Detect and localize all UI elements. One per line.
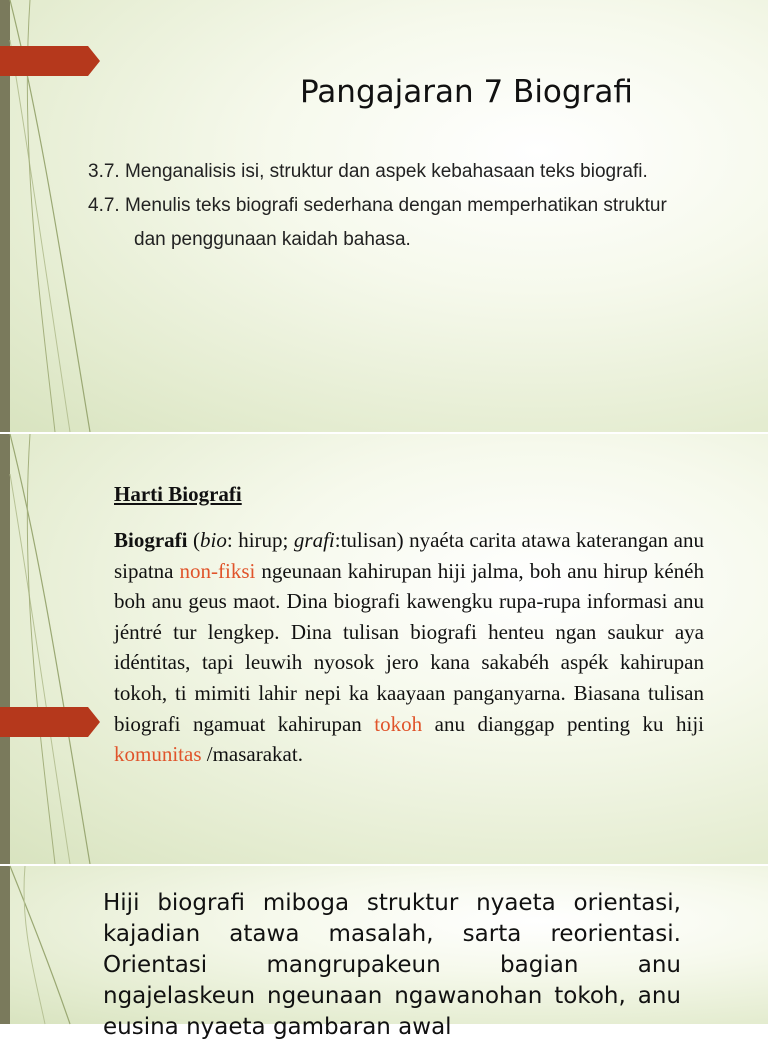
- objective-text: Menganalisis isi, struktur dan aspek kebahasaan teks biografi.: [124, 161, 648, 182]
- objective-item: [88, 155, 688, 189]
- objective-item: [88, 189, 688, 257]
- link-non-fiksi[interactable]: non-fiksi: [179, 558, 256, 583]
- link-tokoh[interactable]: tokoh: [374, 711, 423, 736]
- paragraph-text: /masarakat.: [201, 742, 303, 767]
- objective-number: 3.7.: [88, 161, 120, 182]
- term-grafi: grafi: [293, 528, 335, 552]
- term-biografi: Biografi: [114, 528, 188, 552]
- link-komunitas[interactable]: komunitas: [114, 742, 202, 767]
- slide-2: [0, 434, 768, 864]
- paragraph-text: (: [187, 528, 201, 552]
- decorative-curves-icon: [0, 434, 120, 864]
- objectives-list: [88, 155, 688, 257]
- objective-number: 4.7.: [88, 195, 120, 216]
- structure-paragraph: Hiji biografi miboga struktur nyaeta orientasi, kajadian atawa masalah, sarta reorientasi. Orientasi mangrupakeun bagian anu ngajelaskeun ngeunaan ngawanohan tokoh, anu eusina nyaeta gambaran awal: [103, 890, 681, 1040]
- arrow-marker-icon: [0, 707, 100, 737]
- paragraph-text: : hirup;: [226, 528, 294, 552]
- slide-3: [0, 866, 768, 1040]
- definition-paragraph: [114, 525, 704, 770]
- section-heading: Harti Biografi: [114, 482, 242, 506]
- term-bio: bio: [200, 528, 227, 552]
- objective-text: Menulis teks biografi sederhana dengan memperhatikan struktur dan penggunaan kaidah bahasa.: [124, 195, 667, 250]
- decorative-curves-icon: [0, 866, 120, 1024]
- slide-1: [0, 0, 768, 432]
- slide-title: Pangajaran 7 Biografi: [300, 74, 633, 110]
- paragraph-text: :tulisan) nyaéta carita atawa katerangan anu sipatna: [114, 528, 704, 583]
- paragraph-text: anu dianggap penting ku hiji: [422, 711, 704, 736]
- paragraph-text: ngeunaan kahirupan hiji jalma, boh anu hirup kénéh boh anu geus maot. Dina biografi kawengku rupa-rupa informasi anu jéntré tur lengkep. Dina tulisan biografi henteu ngan saukur aya idéntitas, tapi leuwih nyosok jero kana sakabéh aspék kahirupan tokoh, ti mimiti lahir nepi ka kaayaan panganyarna. Biasana tulisan biografi ngamuat kahirupan: [114, 558, 705, 736]
- arrow-marker-icon: [0, 46, 100, 76]
